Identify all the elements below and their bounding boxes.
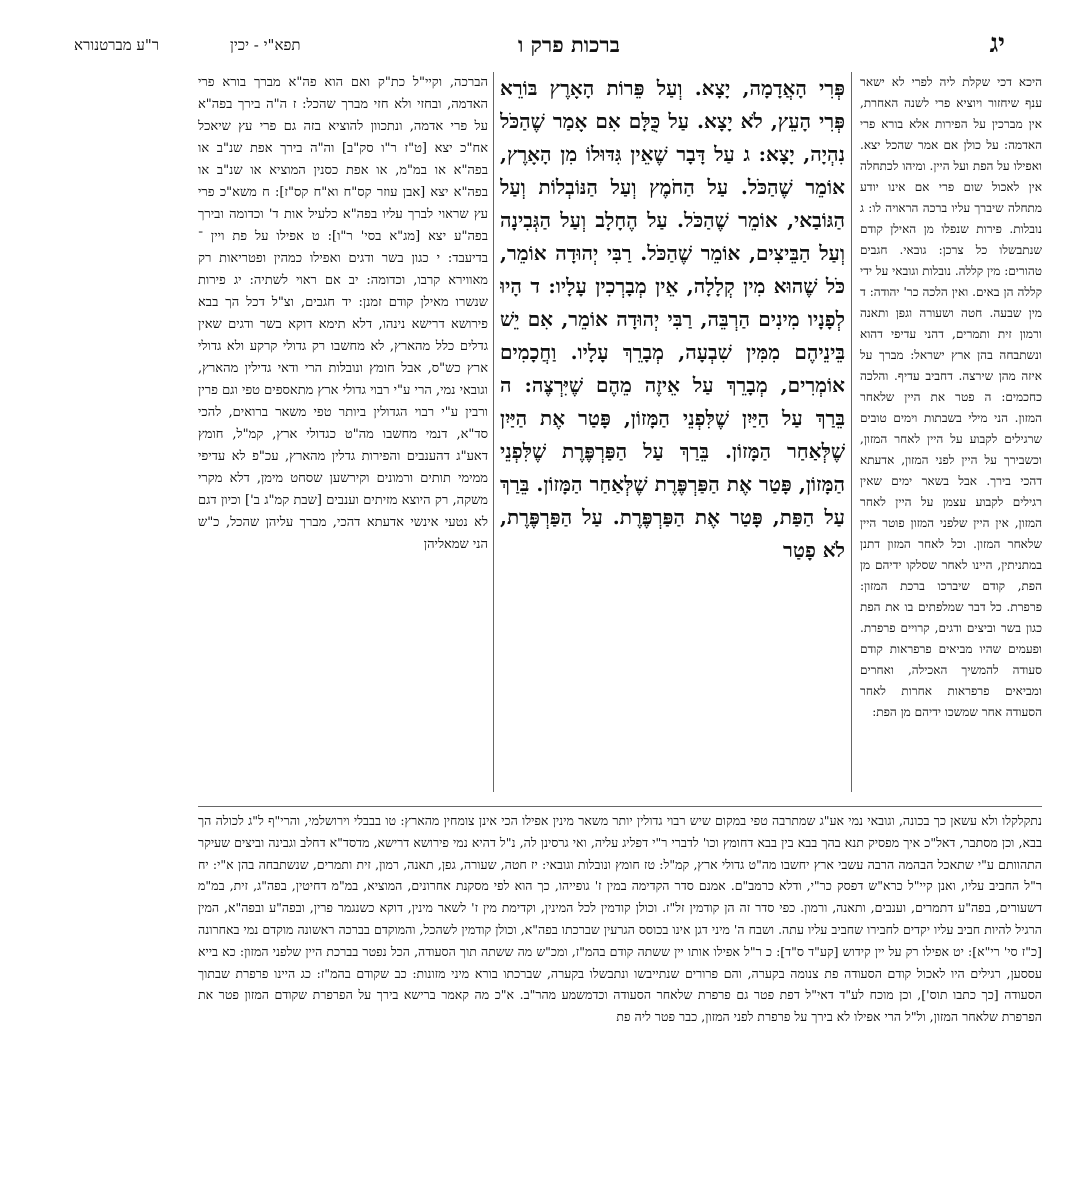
section-divider <box>198 806 1042 807</box>
page-header <box>40 28 1043 64</box>
running-head-commentary-left: תפא"י - יכין <box>230 36 301 54</box>
footnotes-section <box>198 810 1042 1120</box>
page-number: יג <box>989 29 1005 59</box>
column-divider-right <box>851 72 852 792</box>
commentary-text-left: הברכה, וקיי"ל כת"ק ואם הוא פה"א מברך בורא פרי האדמה, ובחזי ולא חזי מברך שהכל: ז ה"ה בירך בפה"א על פרי אדמה, ונתכוון להוציא בזה גם פרי עץ שיאכל אח"כ יצא [ט"ז ר"ו סק"ב] וה"ה בירך אפת שנ"ב או בפה"א או במ"מ, או אפת כסנין המוציא או שנ"ב או בפה"א יצא [אבן עוזר קס"ח וא"ח קס"ז]: ח משא"כ פרי עץ שראוי לברך עליו בפה"א כלעיל אות ד' וכדומה ובירך בפה"ע יצא [מג"א בסי' ר"ו]: ט אפילו על פת ויין ־ בדיעבד: י כגון בשר ודגים ואפילו כמהין ופטריאות רק מאווירא קרבו, וכדומה: יב אם ראוי לשתיה: יג פירות שנשרו מאילן קודם זמנן: יד חגבים, וצ"ל דכל הך בבא פירושא דרישא נינהו, דלא תימא דוקא בשר ודגים שאין גדלים כלל מהארץ, לא מחשבו רק גדולי קרקע ולא גדולי ארץ כש"ס, אבל חומץ ונובלות הרי ודאי גדילין מהארץ, וגובאי נמי, הרי ע"י רבוי גדולי ארץ מתאספים טפי וגם פרין ורבין ע"י רבוי הגדולין ביותר טפי משאר ברואים, להכי סד"א, דנמי מחשבו מה"ט כגדולי ארץ, קמ"ל, חומץ דאע"ג דהענבים והפירות גדלין מהארץ, עכ"פ לא עדיפי ממימי תותים ורמונים וקירשען שסחט מימן, דלא מקרי משקה, רק היוצא מזיתים וענבים [שבת קמ"ג ב'] וכיון דגם לא נטעי אינשי אדעתא דהכי, מברך עליהן שהכל, כ"ש הני שמאליהן <box>198 75 488 552</box>
column-divider-left <box>493 72 494 792</box>
mishnah-column <box>500 72 845 802</box>
running-head-chapter: ברכות פרק ו <box>518 32 620 57</box>
commentary-column-tiferet-yisrael <box>198 72 488 802</box>
footnotes-text: נתקלקלו ולא עשאן כך בכונה, וגובאי נמי אע"ג שמתרבה טפי במקום שיש רבוי גדולין יותר משאר מינין אפילו הכי אינן צומחין מהארץ: טו בבבלי וירושלמי, והרי"ף ל"ג לכולה הך בבא, וכן מסתבר, דאל"כ איך מפסיק תנא בהך בבא בין בבא דחומץ וכו' לדברי ר"י דפליג עליה, ואי גרסינן לה, נ"ל דהיא נמי פירושא דרישא, מדסד"א דחלב וגבינה וביצים שעיקר התהוותם ע"י שתאכל הבהמה הרבה עשבי ארץ יחשבו מה"ט גדולי ארץ, קמ"ל: טז חומץ ונובלות וגובאי: יז חטה, שעורה, גפן, תאנה, רמון, זית ותמרים, שנשתבחה בהן א"י: יח ר"ל החביב עליו, ואנן קיי"ל כרא"ש דפסק כר"י, ודלא כרמב"ם. אמנם סדר הקדימה במין ז' גופייהו, כך הוא לפי מסקנת אחרונים, המוציא, במ"מ דחיטין, בפה"ג, זית, במ"מ דשעורים, בפה"ע דתמרים, וענבים, ותאנה, ורמון. כפי סדר זה הן קודמין זל"ז. וכולן קודמין לכל המינין, וקדימת מין ז' לשאר מינין, דוקא כשנגמר פרין, ובפה"ע ובפה"א, המין הרגיל להיות חביב עליו יקדים לחבירו שחביב עליו עתה. ושבח ה' מיני דגן אינו בכוסס הגרעין שברכתו בפה"א, וכולן קודמין לשהכל, והמוקדם בברכה ראשונה מוקדם נמי באחרונה [כ"ז סי' רי"א]: יט אפילו רק על יין קידוש [קע"ד ס"ד]: כ ר"ל אפילו אותו יין ששתה קודם בהמ"ז, ומכ"ש מה ששתה תוך הסעודה, הכל נפטר בברכת היין שלפני המזון: כא בייא עססען, רגילים היו לאכול קודם הסעודה פת צנומה בקערה, והם פרורים שנתייבשו ונתבשלו בקערה, שברכתו בורא מיני מזונות: כב שקודם בהמ"ז: כג היינו פרפרת שבתוך הסעודה [כך כתבו תוס'], וכן מוכח לע"ד דאי"ל דפת פטר גם פרפרת שלאחר הסעודה וכדמשמע מהר"ב. א"כ מה קאמר ברישא בירך על הפרפרת שקודם המזון פטר את הפרפרת שלאחר המזון, ול"ל הרי אפילו לא בירך על פרפרת לפני המזון, כבר פטר ליה פת <box>198 813 1042 1025</box>
mishnah-text: פְּרִי הָאֲדָמָה, יָצָא. וְעַל פֵּרוֹת הָאָרֶץ בּוֹרֵא פְּרִי הָעֵץ, לֹא יָצָא. עַל כֻּלָּם אִם אָמַר שֶׁהַכֹּל נִהְיָה, יָצָא: ג עַל דָּבָר שֶׁאֵין גִּדּוּלוֹ מִן הָאָרֶץ, אוֹמֵר שֶׁהַכֹּל. עַל הַחֹמֶץ וְעַל הַנּוֹבְלוֹת וְעַל הַגּוֹבַאי, אוֹמֵר שֶׁהַכֹּל. עַל הֶחָלָב וְעַל הַגְּבִינָה וְעַל הַבֵּיצִים, אוֹמֵר שֶׁהַכֹּל. רַבִּי יְהוּדָה אוֹמֵר, כֹּל שֶׁהוּא מִין קְלָלָה, אֵין מְבָרְכִין עָלָיו: ד הָיוּ לְפָנָיו מִינִים הַרְבֵּה, רַבִּי יְהוּדָה אוֹמֵר, אִם יֵשׁ בֵּינֵיהֶם מִמִּין שִׁבְעָה, מְבָרֵךְ עָלָיו. וַחֲכָמִים אוֹמְרִים, מְבָרֵךְ עַל אֵיזֶה מֵהֶם שֶׁיִּרְצֶה: ה בֵּרַךְ עַל הַיַּיִן שֶׁלִּפְנֵי הַמָּזוֹן, פָּטַר אֶת הַיַּיִן שֶׁלְּאַחַר הַמָּזוֹן. בֵּרַךְ עַל הַפַּרְפֶּרֶת שֶׁלִּפְנֵי הַמָּזוֹן, פָּטַר אֶת הַפַּרְפֶּרֶת שֶׁלְּאַחַר הַמָּזוֹן. בֵּרַךְ עַל הַפַּת, פָּטַר אֶת הַפַּרְפֶּרֶת. עַל הַפַּרְפֶּרֶת, לֹא פָטַר <box>500 76 845 562</box>
running-head-commentary-right: ר"ע מברטנורא <box>74 36 160 54</box>
commentary-column-bartenura <box>860 72 1042 802</box>
commentary-text-right: היכא דכי שקלת ליה לפרי לא ישאר ענף שיחזור ויוציא פרי לשנה האחרת, אין מברכין על הפירות אלא בורא פרי האדמה: על כולן אם אמר שהכל יצא. ואפילו על הפת ועל היין. ומיהו לכתחלה אין לאכול שום פרי אם אינו יודע מתחלה שיברך עליו ברכה הראויה לו: ג נובלות. פירות שנפלו מן האילן קודם שנתבשלו כל צרכן: גובאי. חגבים טהורים: מין קללה. נובלות וגובאי על ידי קללה הן באים. ואין הלכה כר' יהודה: ד מין שבעה. חטה ושעורה וגפן ותאנה ורמון זית ותמרים, דהני עדיפי דהוא ונשתבחה בהן ארץ ישראל: מברך על איזה מהן שירצה. דחביב עדיף. והלכה כחכמים: ה פטר את היין שלאחר המזון. הני מילי בשבתות וימים טובים שרגילים לקבוע על היין לאחר המזון, וכשבירך על היין לפני המזון, אדעתא דהכי בירך. אבל בשאר ימים שאין רגילים לקבוע עצמן על היין לאחר המזון, אין היין שלפני המזון פוטר היין שלאחר המזון. וכל לאחר המזון דתנן במתניתין, היינו לאחר שסלקו ידיהם מן הפת, קודם שיברכו ברכת המזון: פרפרת. כל דבר שמלפתים בו את הפת כגון בשר וביצים ודגים, קרויים פרפרת. ופעמים שהיו מביאים פרפראות קודם סעודה להמשיך האכילה, ואחרים ומביאים פרפראות אחרות לאחר הסעודה אחר שמשכו ידיהם מן הפת: <box>860 75 1042 719</box>
